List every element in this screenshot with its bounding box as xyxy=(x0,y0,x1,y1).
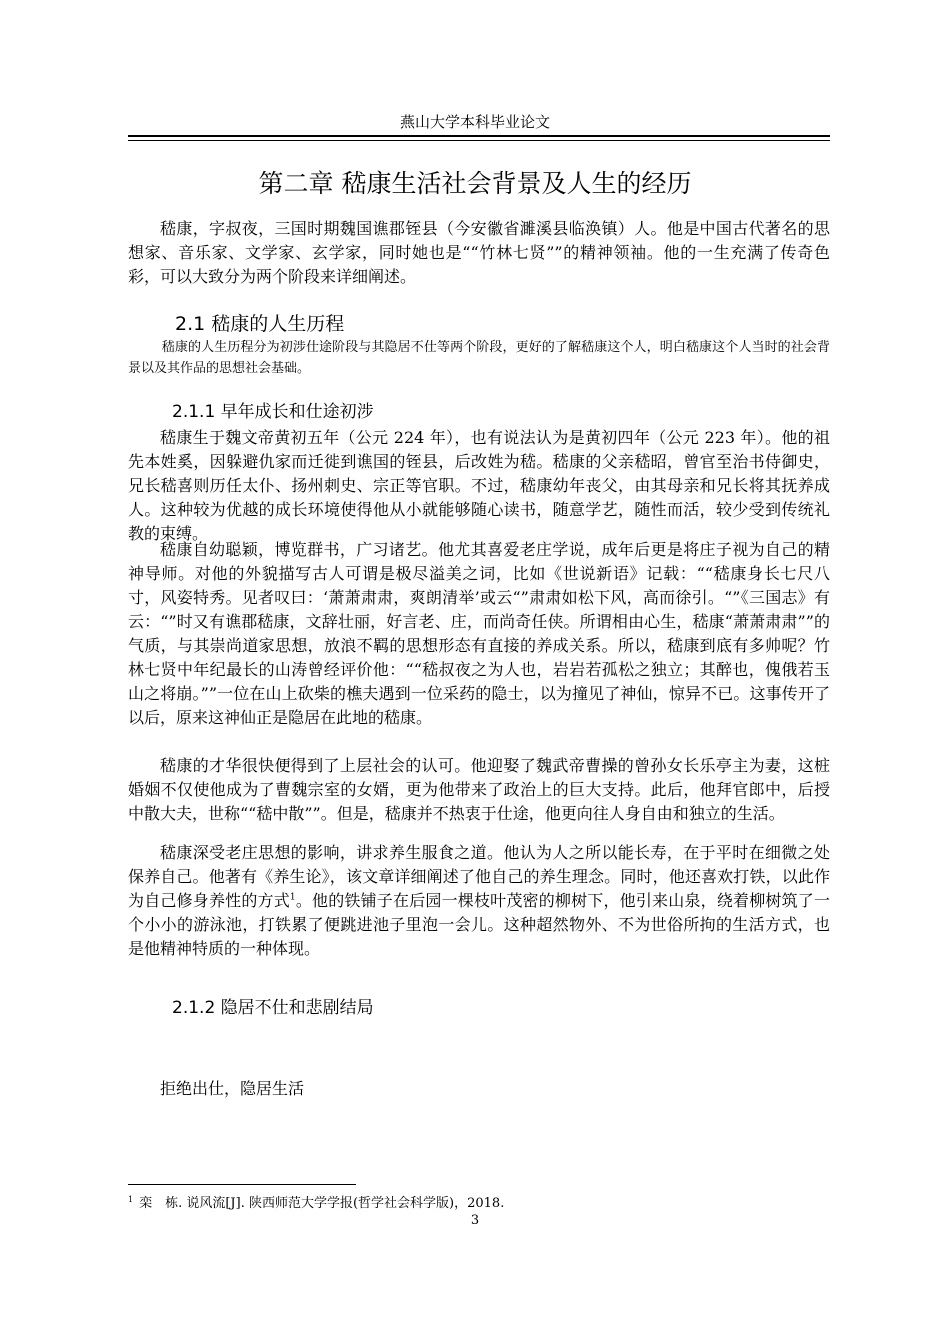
section-heading-2-1-1: 2.1.1 早年成长和仕途初涉 xyxy=(172,402,374,422)
footnote-marker: 1 xyxy=(128,1194,134,1204)
section-heading-2-1: 2.1 嵇康的人生历程 xyxy=(175,313,345,335)
body-paragraph: 嵇康生于魏文帝黄初五年（公元 224 年），也有说法认为是黄初四年（公元 223 年）。他的祖先本姓奚，因躲避仇家而迁徙到谯国的铚县，后改姓为嵇。嵇康的父亲嵇昭，曾官至治书侍御史，兄长嵇喜则历任太仆、扬州刺史、宗正等官职。不过，嵇康幼年丧父，由其母亲和兄长将其抚养成人。这种较为优越的成长环境使得他从小就能够随心读书，随意学艺，随性而活，较少受到传统礼教的束缚。 xyxy=(128,428,830,543)
page-number: 3 xyxy=(470,1213,480,1228)
header-rule xyxy=(128,135,830,137)
paragraph-text: 嵇康深受老庄思想的影响，讲求养生服食之道。他认为人之所以能长寿，在于平时在细微之处保养自己。他著有《养生论》，该文章详细阐述了他自己的养生理念。同时，他还喜欢打铁，以此作为自己修身养性的方式 xyxy=(128,843,830,910)
body-paragraph: 嵇康的才华很快便得到了上层社会的认可。他迎娶了魏武帝曹操的曾孙女长乐亭主为妻，这桩婚姻不仅使他成为了曹魏宗室的女婿，更为他带来了政治上的巨大支持。此后，他拜官郎中，后授中散大夫，世称““嵇中散””。但是，嵇康并不热衷于仕途，他更向往人身自由和独立的生活。 xyxy=(128,756,830,823)
section-heading-2-1-2: 2.1.2 隐居不仕和悲剧结局 xyxy=(172,998,374,1018)
running-header: 燕山大学本科毕业论文 xyxy=(399,113,550,131)
footnote-text: 栾 栋. 说风流[J]. 陕西师范大学学报(哲学社会科学版)，2018. xyxy=(139,1196,505,1211)
footnote-separator xyxy=(128,1184,356,1185)
body-paragraph: 嵇康自幼聪颖，博览群书，广习诸艺。他尤其喜爱老庄学说，成年后更是将庄子视为自己的精神导师。对他的外貌描写古人可谓是极尽溢美之词，比如《世说新语》记载：““嵇康身长七尺八寸，风姿特秀。见者叹曰：‘萧萧肃肃，爽朗清举’或云“”肃肃如松下风，高而徐引。“”《三国志》有云：“”时又有谯郡嵇康，文辞壮丽，好言老、庄，而尚奇任侠。所谓相由心生，嵇康“萧萧肃肃””的气质，与其崇尚道家思想，放浪不羁的思想形态有直接的养成关系。所以，嵇康到底有多帅呢？竹林七贤中年纪最长的山涛曾经评价他：““嵇叔夜之为人也，岩岩若孤松之独立；其醉也，傀俄若玉山之将崩。””一位在山上砍柴的樵夫遇到一位采药的隐士，以为撞见了神仙，惊异不已。这事传开了以后，原来这神仙正是隐居在此地的嵇康。 xyxy=(128,540,830,727)
footnote xyxy=(128,1195,830,1213)
intro-paragraph: 嵇康，字叔夜，三国时期魏国谯郡铚县（今安徽省濉溪县临涣镇）人。他是中国古代著名的思想家、音乐家、文学家、玄学家，同时她也是““竹林七贤””的精神领袖。他的一生充满了传奇色彩，可以大致分为两个阶段来详细阐述。 xyxy=(128,219,830,286)
body-paragraph xyxy=(128,841,830,961)
footnote-reference[interactable]: 1 xyxy=(289,892,296,903)
chapter-title: 第二章 嵇康生活社会背景及人生的经历 xyxy=(258,169,692,198)
paragraph-text: 。他的铁铺子在后园一棵枝叶茂密的柳树下，他引来山泉，绕着柳树筑了一个小小的游泳池，打铁累了便跳进池子里泡一会儿。这种超然物外、不为世俗所拘的生活方式，也是他精神特质的一种体现。 xyxy=(128,891,830,958)
section-summary: 嵇康的人生历程分为初涉仕途阶段与其隐居不仕等两个阶段，更好的了解嵇康这个人，明白嵇康这个人当时的社会背景以及其作品的思想社会基础。 xyxy=(128,340,830,376)
subitem-text: 拒绝出仕，隐居生活 xyxy=(160,1079,305,1098)
header-rule-thin xyxy=(128,140,830,141)
